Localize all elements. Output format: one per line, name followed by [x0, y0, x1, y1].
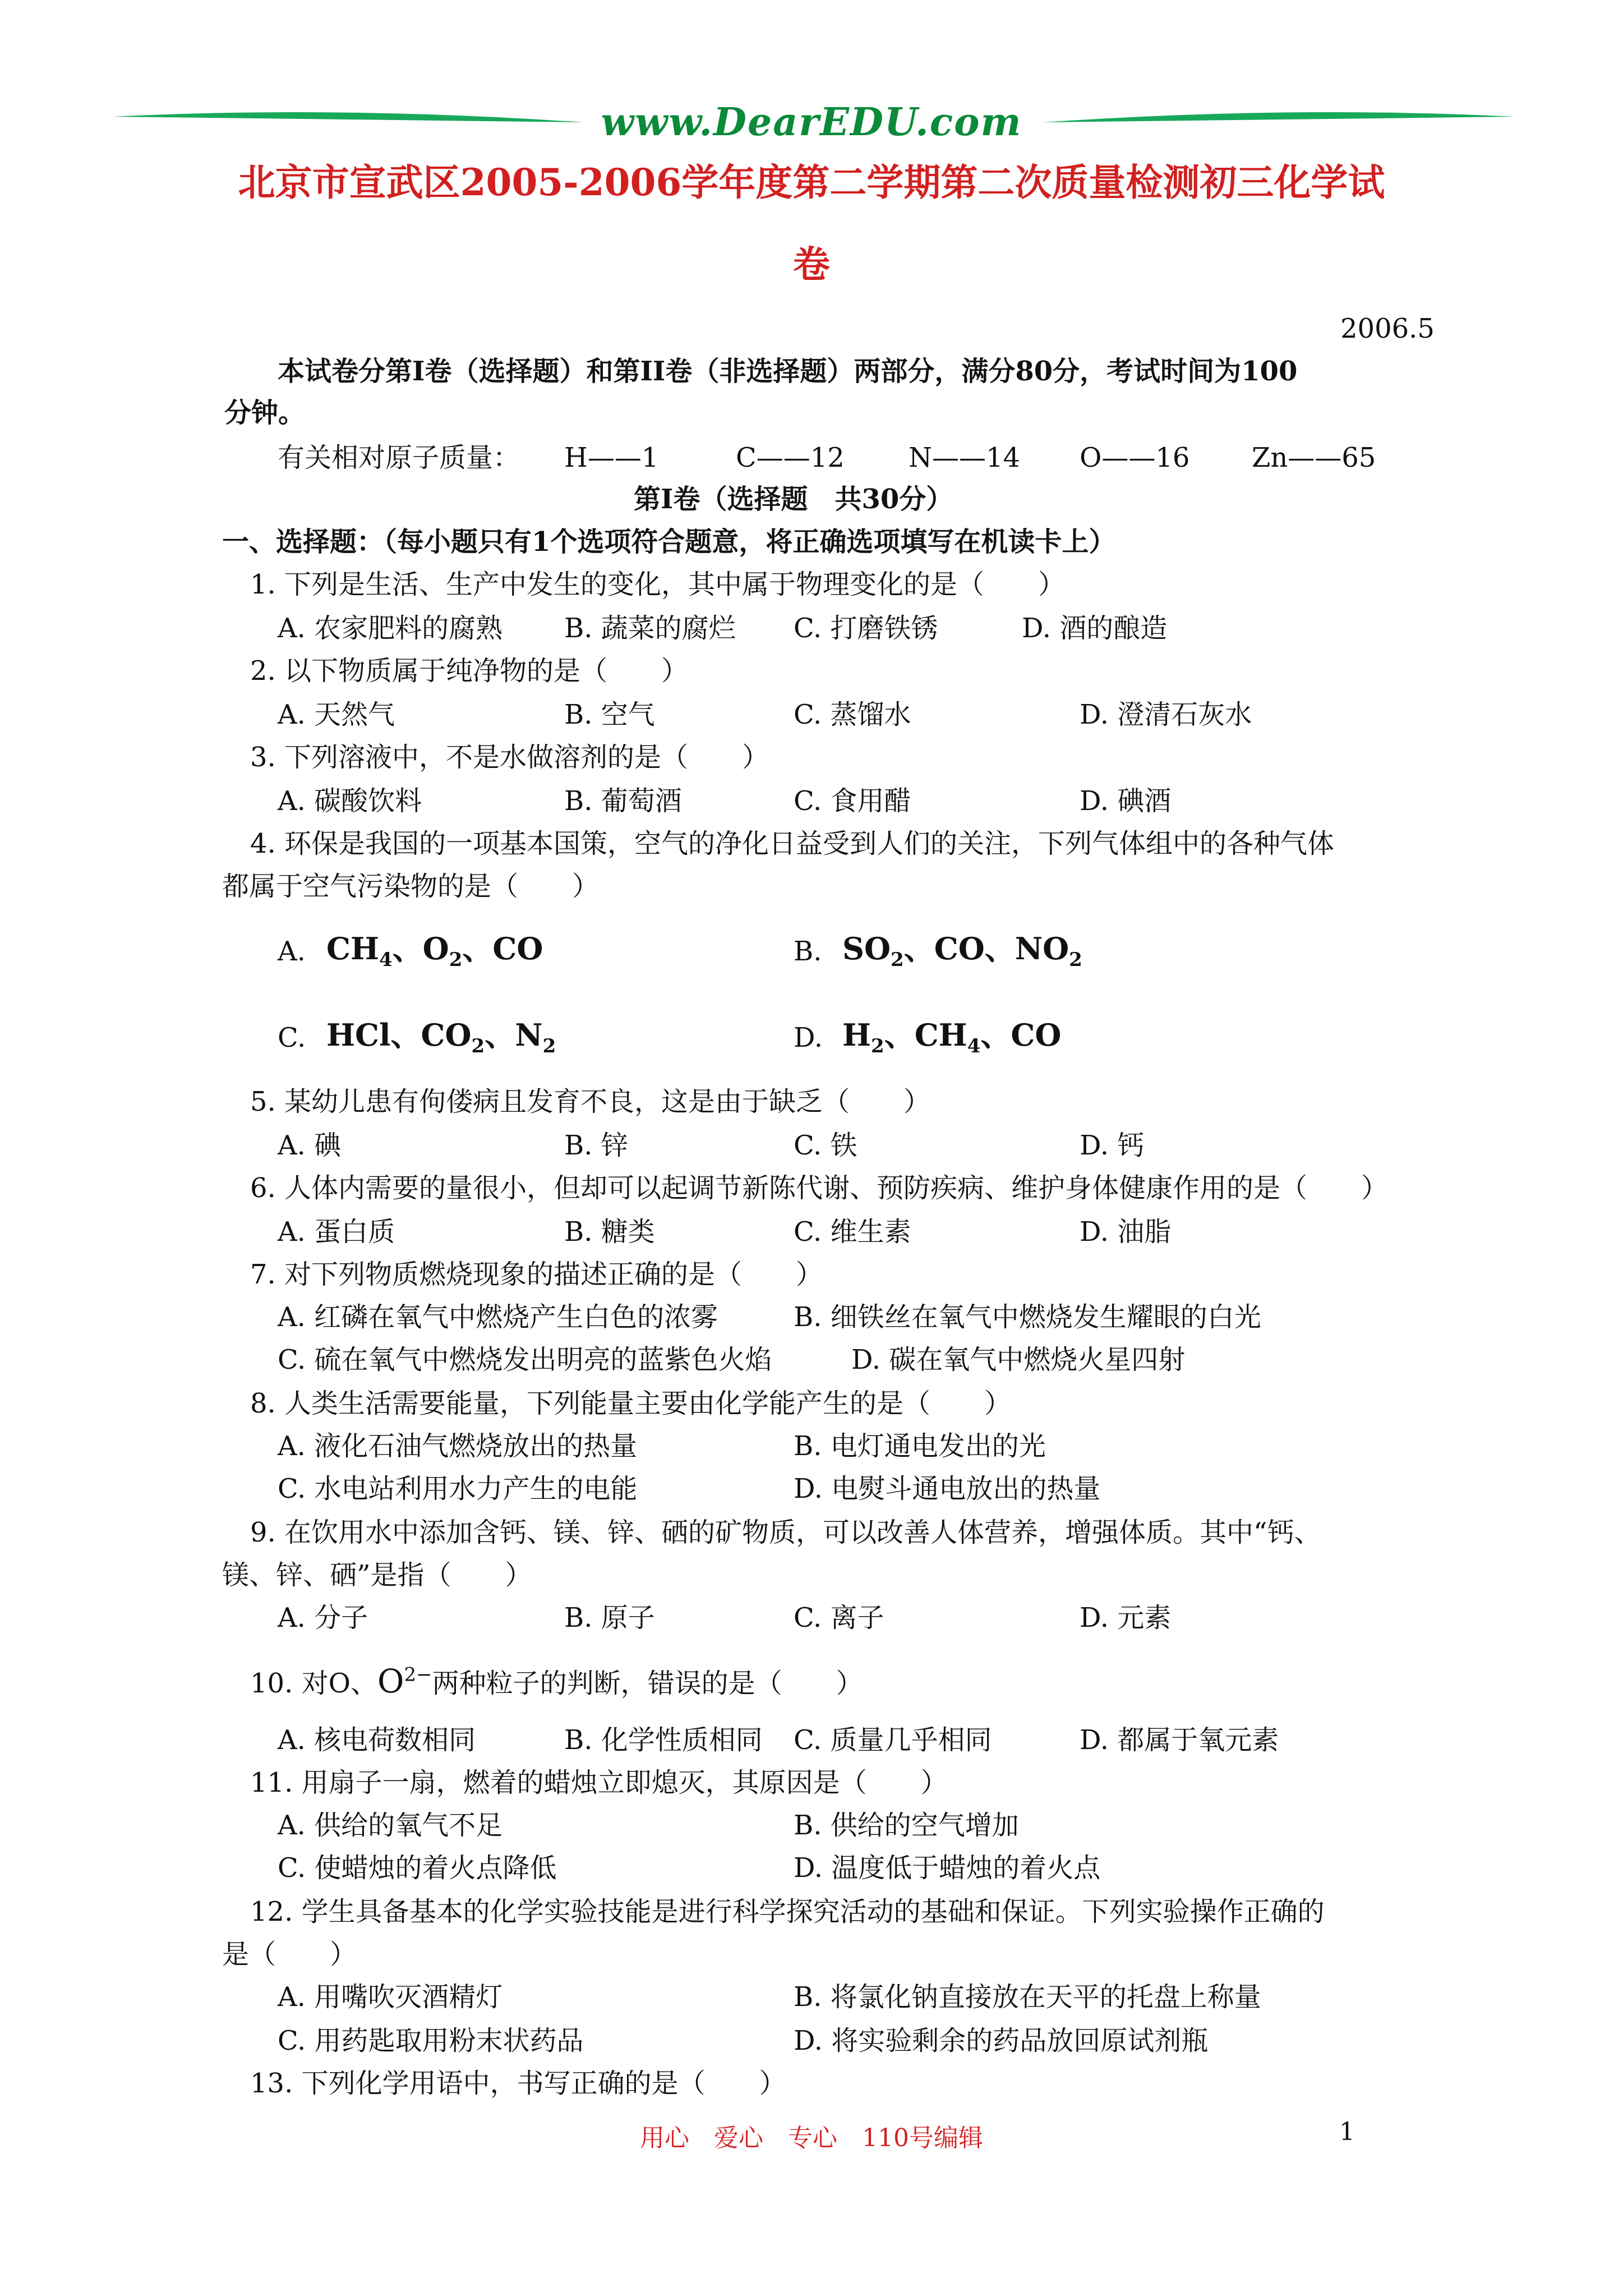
q2-option-d: D. 澄清石灰水 [1080, 699, 1252, 730]
q3-stem: 3. 下列溶液中，不是水做溶剂的是（ ） [250, 742, 769, 773]
q11-option-d: D. 温度低于蜡烛的着火点 [794, 1852, 1101, 1884]
q7-option-a: A. 红磷在氧气中燃烧产生白色的浓雾 [278, 1301, 718, 1333]
q11-option-c: C. 使蜡烛的着火点降低 [278, 1852, 557, 1884]
atomic-mass-o: O——16 [1080, 442, 1190, 473]
q7-option-d: D. 碳在氧气中燃烧火星四射 [851, 1344, 1186, 1375]
q7-option-b: B. 细铁丝在氧气中燃烧发生耀眼的白光 [794, 1301, 1261, 1333]
q10-option-a: A. 核电荷数相同 [278, 1724, 476, 1756]
q8-option-a: A. 液化石油气燃烧放出的热量 [278, 1430, 638, 1462]
q10-stem-pre: 10. 对O、 [250, 1668, 377, 1699]
q1-option-d: D. 酒的酿造 [1022, 613, 1168, 644]
intro-line-2: 分钟。 [224, 397, 306, 429]
q6-option-c: C. 维生素 [794, 1216, 911, 1248]
q4-option-d-label: D. [794, 1022, 823, 1053]
q7-option-c: C. 硫在氧气中燃烧发出明亮的蓝紫色火焰 [278, 1344, 772, 1375]
q4-option-a-formula: $CH_4$、$O_2$、CO [326, 931, 543, 971]
q5-stem: 5. 某幼儿患有佝偻病且发育不良，这是由于缺乏（ ） [250, 1086, 931, 1117]
q9-option-a: A. 分子 [278, 1602, 368, 1634]
exam-date: 2006.5 [1340, 313, 1435, 344]
q6-option-b: B. 糖类 [564, 1216, 655, 1248]
q9-option-d: D. 元素 [1080, 1602, 1172, 1634]
q12-stem-2: 是（ ） [222, 1939, 357, 1970]
q10-option-c: C. 质量几乎相同 [794, 1724, 992, 1756]
q2-option-c: C. 蒸馏水 [794, 699, 911, 730]
q5-option-c: C. 铁 [794, 1130, 857, 1161]
q2-stem: 2. 以下物质属于纯净物的是（ ） [250, 655, 689, 687]
q8-option-c: C. 水电站利用水力产生的电能 [278, 1473, 638, 1504]
q12-option-a: A. 用嘴吹灭酒精灯 [278, 1981, 503, 2013]
q4-option-b-formula: $SO_2$、CO、$NO_2$ [842, 931, 1082, 971]
q4-stem-1: 4. 环保是我国的一项基本国策，空气的净化日益受到人们的关注，下列气体组中的各种气体 [250, 828, 1335, 859]
q9-stem-2: 镁、锌、硒”是指（ ） [222, 1559, 532, 1591]
q9-option-b: B. 原子 [564, 1602, 655, 1634]
q1-option-b: B. 蔬菜的腐烂 [564, 613, 736, 644]
q4-option-c-formula: HCl、$CO_2$、$N_2$ [326, 1017, 556, 1057]
q1-stem: 1. 下列是生活、生产中发生的变化，其中属于物理变化的是（ ） [250, 569, 1066, 600]
q6-option-a: A. 蛋白质 [278, 1216, 395, 1248]
atomic-mass-label: 有关相对原子质量： [278, 442, 520, 473]
q8-stem: 8. 人类生活需要能量，下列能量主要由化学能产生的是（ ） [250, 1388, 1012, 1419]
q4-option-b-label: B. [794, 936, 822, 967]
q6-stem: 6. 人体内需要的量很小，但却可以起调节新陈代谢、预防疾病、维护身体健康作用的是（ ） [250, 1172, 1389, 1204]
q9-stem-1: 9. 在饮用水中添加含钙、镁、锌、硒的矿物质，可以改善人体营养，增强体质。其中“钙、 [250, 1517, 1321, 1548]
q3-option-b: B. 葡萄酒 [564, 785, 682, 817]
q11-option-a: A. 供给的氧气不足 [278, 1810, 503, 1841]
q12-option-d: D. 将实验剩余的药品放回原试剂瓶 [794, 2025, 1209, 2056]
q5-option-d: D. 钙 [1080, 1130, 1145, 1161]
q6-option-d: D. 油脂 [1080, 1216, 1172, 1248]
q4-option-d-formula: $H_2$、$CH_4$、CO [842, 1017, 1062, 1057]
q8-option-d: D. 电熨斗通电放出的热量 [794, 1473, 1101, 1504]
q3-option-d: D. 碘酒 [1080, 785, 1172, 817]
atomic-mass-c: C——12 [736, 442, 845, 473]
q4-stem-2: 都属于空气污染物的是（ ） [222, 871, 600, 902]
atomic-mass-zn: Zn——65 [1252, 442, 1376, 473]
q11-stem: 11. 用扇子一扇，燃着的蜡烛立即熄灭，其原因是（ ） [250, 1767, 948, 1798]
page-title-cont: 卷 [793, 242, 830, 286]
q7-stem: 7. 对下列物质燃烧现象的描述正确的是（ ） [250, 1259, 823, 1290]
q12-stem-1: 12. 学生具备基本的化学实验技能是进行科学探究活动的基础和保证。下列实验操作正确的 [250, 1896, 1325, 1927]
q4-option-a-label: A. [278, 936, 306, 967]
page-number: 1 [1339, 2118, 1355, 2146]
page-title: 北京市宣武区2005-2006学年度第二学期第二次质量检测初三化学试 [238, 160, 1385, 204]
atomic-mass-n: N——14 [909, 442, 1021, 473]
q11-option-b: B. 供给的空气增加 [794, 1810, 1019, 1841]
q10-stem-post: 两种粒子的判断，错误的是（ ） [432, 1668, 863, 1699]
q13-stem: 13. 下列化学用语中，书写正确的是（ ） [250, 2068, 786, 2099]
q10-stem [250, 1662, 863, 1700]
q5-option-b: B. 锌 [564, 1130, 628, 1161]
q8-option-b: B. 电灯通电发出的光 [794, 1430, 1046, 1462]
q9-option-c: C. 离子 [794, 1602, 884, 1634]
q3-option-c: C. 食用醋 [794, 785, 911, 817]
site-url[interactable]: www.DearEDU.com [601, 100, 1022, 145]
q10-option-b: B. 化学性质相同 [564, 1724, 763, 1756]
q1-option-a: A. 农家肥料的腐熟 [278, 613, 503, 644]
q3-option-a: A. 碳酸饮料 [278, 785, 422, 817]
q2-option-b: B. 空气 [564, 699, 655, 730]
part1-heading: 第Ⅰ卷（选择题 共30分） [634, 484, 953, 515]
atomic-mass-h: H——1 [564, 442, 659, 473]
oxide-ion-formula: $O^{2-}$ [377, 1662, 432, 1700]
q2-option-a: A. 天然气 [278, 699, 395, 730]
q5-option-a: A. 碘 [278, 1130, 342, 1161]
q10-option-d: D. 都属于氧元素 [1080, 1724, 1279, 1756]
section-heading: 一、选择题：（每小题只有1个选项符合题意，将正确选项填写在机读卡上） [222, 526, 1116, 558]
intro-line-1: 本试卷分第Ⅰ卷（选择题）和第II卷（非选择题）两部分，满分80分，考试时间为100 [278, 356, 1298, 387]
q12-option-b: B. 将氯化钠直接放在天平的托盘上称量 [794, 1981, 1261, 2013]
q4-option-c-label: C. [278, 1022, 306, 1053]
q12-option-c: C. 用药匙取用粉末状药品 [278, 2025, 584, 2056]
page-footer: 用心 爱心 专心 110号编辑 [640, 2124, 983, 2152]
q1-option-c: C. 打磨铁锈 [794, 613, 938, 644]
